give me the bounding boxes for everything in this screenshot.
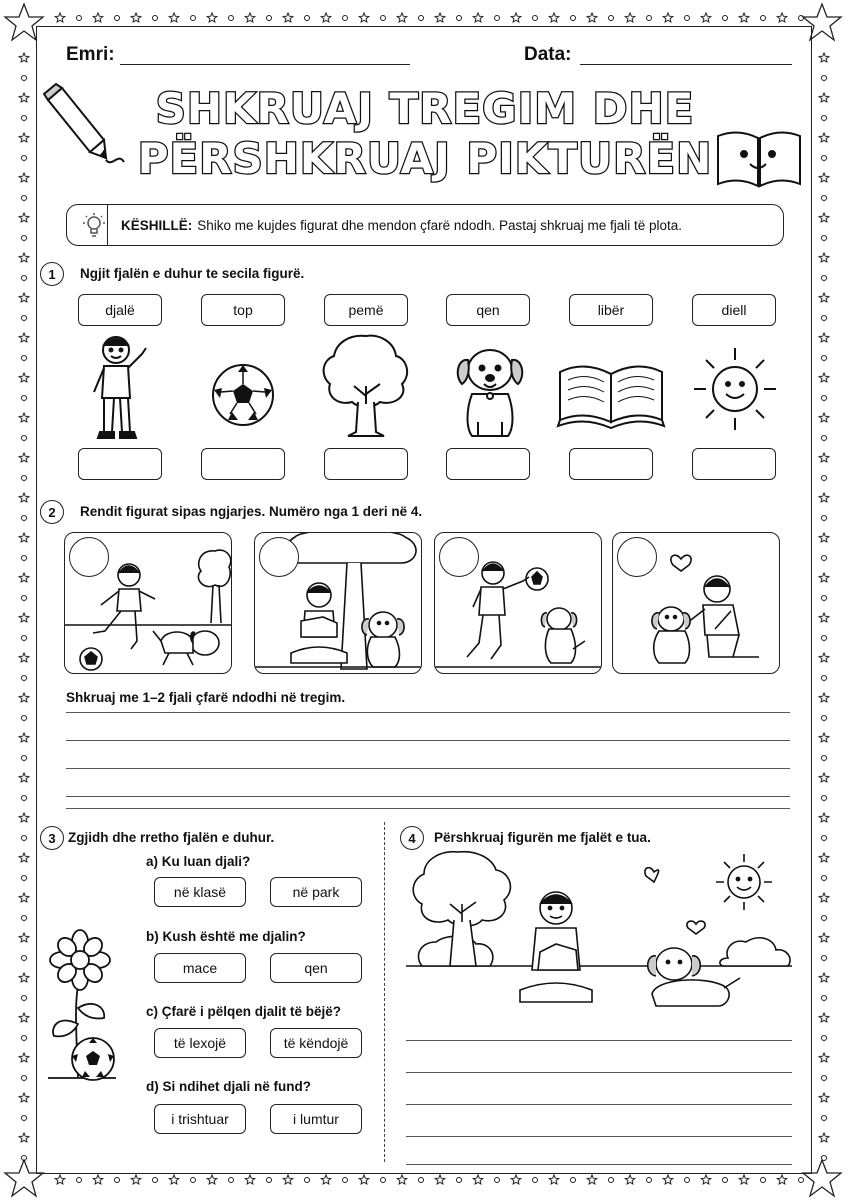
border-star-icon: [819, 853, 829, 862]
border-star-icon: [819, 733, 829, 742]
border-star-icon: [19, 813, 29, 822]
border-dot-icon: [822, 956, 827, 961]
border-dot-icon: [822, 316, 827, 321]
border-star-icon: [819, 653, 829, 662]
border-dot-icon: [723, 16, 728, 21]
border-star-icon: [625, 13, 635, 22]
border-dot-icon: [609, 1178, 614, 1183]
border-dot-icon: [22, 716, 27, 721]
choice-c-2[interactable]: të këndojë: [270, 1028, 362, 1058]
border-dot-icon: [267, 16, 272, 21]
story-panel-1: [64, 532, 232, 674]
date-field[interactable]: [580, 64, 792, 65]
border-dot-icon: [533, 1178, 538, 1183]
border-star-icon: [819, 293, 829, 302]
choice-d-1[interactable]: i trishtuar: [154, 1104, 246, 1134]
border-dot-icon: [22, 1156, 27, 1161]
border-star-icon: [549, 1175, 559, 1184]
border-star-icon: [819, 173, 829, 182]
border-star-icon: [19, 613, 29, 622]
border-star-icon: [819, 413, 829, 422]
border-dot-icon: [22, 636, 27, 641]
border-dot-icon: [22, 876, 27, 881]
border-dot-icon: [77, 1178, 82, 1183]
border-star-icon: [587, 13, 597, 22]
border-dot-icon: [822, 836, 827, 841]
border-dot-icon: [533, 16, 538, 21]
border-dot-icon: [822, 556, 827, 561]
border-star-icon: [93, 1175, 103, 1184]
border-star-icon: [473, 1175, 483, 1184]
border-star-icon: [819, 1053, 829, 1062]
border-star-icon: [19, 1093, 29, 1102]
border-dot-icon: [822, 796, 827, 801]
border-star-icon: [663, 13, 673, 22]
border-dot-icon: [343, 1178, 348, 1183]
soccer-ball-icon: [70, 1036, 116, 1082]
border-star-icon: [587, 1175, 597, 1184]
border-star-icon: [19, 773, 29, 782]
border-dot-icon: [22, 996, 27, 1001]
border-star-icon: [55, 1175, 65, 1184]
border-star-icon: [701, 13, 711, 22]
section3-number: 3: [40, 826, 64, 850]
border-dot-icon: [799, 1178, 804, 1183]
border-dot-icon: [229, 16, 234, 21]
tip-text: Shiko me kujdes figurat dhe mendon çfarë ndodh. Pastaj shkruaj me fjali të plota.: [197, 217, 683, 233]
border-star-icon: [19, 333, 29, 342]
border-dot-icon: [191, 1178, 196, 1183]
border-star-icon: [19, 573, 29, 582]
border-star-icon: [19, 413, 29, 422]
border-star-icon: [359, 1175, 369, 1184]
worksheet-title-line1: SHKRUAJ TREGIM DHE: [155, 84, 695, 133]
tree-icon: [318, 330, 414, 442]
border-star-icon: [819, 693, 829, 702]
smiling-book-icon: [714, 126, 804, 192]
border-star-icon: [819, 453, 829, 462]
border-dot-icon: [495, 1178, 500, 1183]
border-star-icon: [19, 653, 29, 662]
order-circle-2[interactable]: [259, 537, 299, 577]
section2-title: Rendit figurat sipas ngjarjes. Numëro nga 1 deri në 4.: [80, 504, 423, 519]
border-dot-icon: [22, 196, 27, 201]
border-star-icon: [819, 573, 829, 582]
border-dot-icon: [822, 756, 827, 761]
border-star-icon: [19, 1013, 29, 1022]
border-dot-icon: [381, 16, 386, 21]
border-star-icon: [131, 13, 141, 22]
border-dot-icon: [22, 596, 27, 601]
park-scene-illustration: [406, 846, 792, 1012]
border-star-icon: [19, 133, 29, 142]
border-star-icon: [19, 533, 29, 542]
question-b: b) Kush është me djalin?: [146, 929, 306, 944]
border-star-icon: [19, 973, 29, 982]
border-dot-icon: [822, 596, 827, 601]
writing-line[interactable]: [406, 1136, 792, 1137]
border-star-icon: [663, 1175, 673, 1184]
border-dot-icon: [22, 756, 27, 761]
story-panel-4: [612, 532, 780, 674]
border-star-icon: [473, 13, 483, 22]
border-dot-icon: [822, 1156, 827, 1161]
border-dot-icon: [22, 236, 27, 241]
border-dot-icon: [723, 1178, 728, 1183]
border-dot-icon: [822, 236, 827, 241]
worksheet-title-line2: PËRSHKRUAJ PIKTURËN: [137, 134, 713, 183]
border-star-icon: [819, 973, 829, 982]
border-star-icon: [819, 53, 829, 62]
border-dot-icon: [229, 1178, 234, 1183]
date-label: Data:: [524, 44, 572, 65]
section4-number: 4: [400, 826, 424, 850]
writing-line[interactable]: [406, 1040, 792, 1041]
border-dot-icon: [822, 876, 827, 881]
border-dot-icon: [305, 16, 310, 21]
border-star-icon: [19, 733, 29, 742]
border-dot-icon: [822, 156, 827, 161]
border-star-icon: [819, 533, 829, 542]
border-star-icon: [245, 13, 255, 22]
sun-icon: [690, 344, 780, 434]
border-dot-icon: [22, 956, 27, 961]
border-star-icon: [19, 893, 29, 902]
border-dot-icon: [822, 1116, 827, 1121]
answer-box-3[interactable]: [324, 448, 408, 480]
writing-line[interactable]: [66, 796, 790, 797]
border-dot-icon: [822, 356, 827, 361]
tip-label: KËSHILLË:: [121, 217, 193, 233]
book-icon: [556, 356, 666, 430]
writing-line[interactable]: [406, 1104, 792, 1105]
dog-icon: [452, 340, 528, 440]
border-star-icon: [819, 933, 829, 942]
border-star-icon: [19, 93, 29, 102]
border-star-icon: [435, 13, 445, 22]
column-divider: [384, 822, 385, 1162]
border-star-icon: [283, 1175, 293, 1184]
writing-line[interactable]: [406, 1072, 792, 1073]
name-field[interactable]: [120, 64, 410, 65]
border-dot-icon: [22, 556, 27, 561]
border-dot-icon: [822, 276, 827, 281]
border-dot-icon: [22, 676, 27, 681]
answer-box-6[interactable]: [692, 448, 776, 480]
border-dot-icon: [822, 516, 827, 521]
writing-line[interactable]: [66, 740, 790, 741]
question-a: a) Ku luan djali?: [146, 854, 251, 869]
section2-number: 2: [40, 500, 64, 524]
border-star-icon: [55, 13, 65, 22]
border-dot-icon: [153, 1178, 158, 1183]
choice-c-1[interactable]: të lexojë: [154, 1028, 246, 1058]
border-star-icon: [819, 373, 829, 382]
word-card-diell[interactable]: diell: [692, 294, 776, 326]
border-dot-icon: [685, 1178, 690, 1183]
border-star-icon: [819, 1013, 829, 1022]
border-star-icon: [777, 13, 787, 22]
border-dot-icon: [571, 16, 576, 21]
word-card-top[interactable]: top: [201, 294, 285, 326]
border-dot-icon: [799, 16, 804, 21]
border-star-icon: [511, 13, 521, 22]
border-star-icon: [819, 493, 829, 502]
border-dot-icon: [495, 16, 500, 21]
border-dot-icon: [685, 16, 690, 21]
section2-write-prompt: Shkruaj me 1–2 fjali çfarë ndodhi në tregim.: [66, 690, 346, 705]
border-star-icon: [207, 13, 217, 22]
border-star-icon: [819, 773, 829, 782]
answer-box-5[interactable]: [569, 448, 653, 480]
border-dot-icon: [457, 16, 462, 21]
border-dot-icon: [22, 116, 27, 121]
border-star-icon: [777, 1175, 787, 1184]
section1-number: 1: [40, 262, 64, 286]
border-dot-icon: [381, 1178, 386, 1183]
border-star-icon: [819, 893, 829, 902]
border-dot-icon: [115, 16, 120, 21]
border-star-icon: [19, 933, 29, 942]
border-dot-icon: [822, 476, 827, 481]
border-dot-icon: [822, 996, 827, 1001]
border-star-icon: [19, 173, 29, 182]
border-star-icon: [819, 133, 829, 142]
border-star-icon: [19, 693, 29, 702]
border-dot-icon: [22, 1116, 27, 1121]
choice-b-2[interactable]: qen: [270, 953, 362, 983]
border-dot-icon: [571, 1178, 576, 1183]
border-dot-icon: [22, 836, 27, 841]
border-star-icon: [207, 1175, 217, 1184]
border-dot-icon: [761, 1178, 766, 1183]
lightbulb-icon: [81, 212, 107, 240]
choice-b-1[interactable]: mace: [154, 953, 246, 983]
border-star-icon: [19, 253, 29, 262]
border-star-icon: [19, 53, 29, 62]
border-star-icon: [321, 13, 331, 22]
border-star-icon: [19, 293, 29, 302]
border-star-icon: [701, 1175, 711, 1184]
border-star-icon: [169, 13, 179, 22]
border-dot-icon: [647, 16, 652, 21]
border-star-icon: [359, 13, 369, 22]
word-card-liber[interactable]: libër: [569, 294, 653, 326]
border-star-icon: [819, 213, 829, 222]
border-dot-icon: [267, 1178, 272, 1183]
border-dot-icon: [22, 316, 27, 321]
section-separator: [66, 808, 790, 809]
border-star-icon: [19, 1133, 29, 1142]
border-dot-icon: [419, 1178, 424, 1183]
choice-d-2[interactable]: i lumtur: [270, 1104, 362, 1134]
border-dot-icon: [191, 16, 196, 21]
border-dot-icon: [305, 1178, 310, 1183]
border-dot-icon: [22, 476, 27, 481]
border-dot-icon: [22, 796, 27, 801]
border-star-icon: [19, 213, 29, 222]
choice-a-1[interactable]: në klasë: [154, 877, 246, 907]
choice-a-2[interactable]: në park: [270, 877, 362, 907]
border-dot-icon: [822, 196, 827, 201]
border-dot-icon: [609, 16, 614, 21]
border-star-icon: [19, 493, 29, 502]
border-dot-icon: [419, 16, 424, 21]
border-dot-icon: [822, 396, 827, 401]
border-star-icon: [19, 853, 29, 862]
border-dot-icon: [343, 16, 348, 21]
border-dot-icon: [822, 1036, 827, 1041]
border-star-icon: [321, 1175, 331, 1184]
question-c: c) Çfarë i pëlqen djalit të bëjë?: [146, 1004, 342, 1019]
question-d: d) Si ndihet djali në fund?: [146, 1079, 311, 1094]
answer-box-1[interactable]: [78, 448, 162, 480]
border-dot-icon: [822, 76, 827, 81]
answer-box-4[interactable]: [446, 448, 530, 480]
border-dot-icon: [822, 716, 827, 721]
border-dot-icon: [153, 16, 158, 21]
border-dot-icon: [22, 916, 27, 921]
order-circle-4[interactable]: [617, 537, 657, 577]
border-dot-icon: [22, 396, 27, 401]
border-star-icon: [549, 13, 559, 22]
boy-icon: [86, 332, 152, 442]
border-dot-icon: [22, 436, 27, 441]
border-dot-icon: [22, 1036, 27, 1041]
name-label: Emri:: [66, 44, 115, 65]
answer-box-2[interactable]: [201, 448, 285, 480]
story-panel-3: [434, 532, 602, 674]
border-star-icon: [819, 333, 829, 342]
border-dot-icon: [822, 676, 827, 681]
border-dot-icon: [22, 76, 27, 81]
border-dot-icon: [822, 436, 827, 441]
border-dot-icon: [115, 1178, 120, 1183]
border-star-icon: [19, 453, 29, 462]
section4-title: Përshkruaj figurën me fjalët e tua.: [434, 830, 651, 845]
border-dot-icon: [77, 16, 82, 21]
border-star-icon: [93, 13, 103, 22]
order-circle-1[interactable]: [69, 537, 109, 577]
soccer-ball-icon: [210, 362, 276, 428]
story-panel-2: [254, 532, 422, 674]
border-star-icon: [739, 13, 749, 22]
writing-line[interactable]: [66, 768, 790, 769]
border-dot-icon: [457, 1178, 462, 1183]
border-star-icon: [739, 1175, 749, 1184]
border-star-icon: [19, 373, 29, 382]
border-dot-icon: [822, 636, 827, 641]
word-card-qen[interactable]: qen: [446, 294, 530, 326]
word-card-peme[interactable]: pemë: [324, 294, 408, 326]
border-star-icon: [397, 13, 407, 22]
border-star-icon: [511, 1175, 521, 1184]
border-star-icon: [245, 1175, 255, 1184]
writing-line[interactable]: [66, 712, 790, 713]
border-star-icon: [819, 1133, 829, 1142]
border-star-icon: [819, 1093, 829, 1102]
border-star-icon: [19, 1053, 29, 1062]
border-star-icon: [397, 1175, 407, 1184]
border-star-icon: [819, 613, 829, 622]
border-dot-icon: [22, 276, 27, 281]
border-dot-icon: [22, 516, 27, 521]
border-star-icon: [435, 1175, 445, 1184]
border-dot-icon: [22, 356, 27, 361]
border-dot-icon: [22, 1076, 27, 1081]
border-dot-icon: [822, 116, 827, 121]
border-dot-icon: [822, 916, 827, 921]
writing-line[interactable]: [406, 1164, 792, 1165]
pencil-icon: [40, 82, 130, 174]
border-star-icon: [283, 13, 293, 22]
border-dot-icon: [22, 156, 27, 161]
border-star-icon: [819, 813, 829, 822]
border-star-icon: [625, 1175, 635, 1184]
border-dot-icon: [761, 16, 766, 21]
section1-title: Ngjit fjalën e duhur te secila figurë.: [80, 266, 305, 281]
tip-box: [66, 204, 784, 246]
order-circle-3[interactable]: [439, 537, 479, 577]
border-dot-icon: [822, 1076, 827, 1081]
border-star-icon: [169, 1175, 179, 1184]
border-star-icon: [131, 1175, 141, 1184]
section3-title: Zgjidh dhe rretho fjalën e duhur.: [68, 830, 275, 845]
border-star-icon: [819, 93, 829, 102]
border-star-icon: [819, 253, 829, 262]
border-dot-icon: [647, 1178, 652, 1183]
word-card-djale[interactable]: djalë: [78, 294, 162, 326]
